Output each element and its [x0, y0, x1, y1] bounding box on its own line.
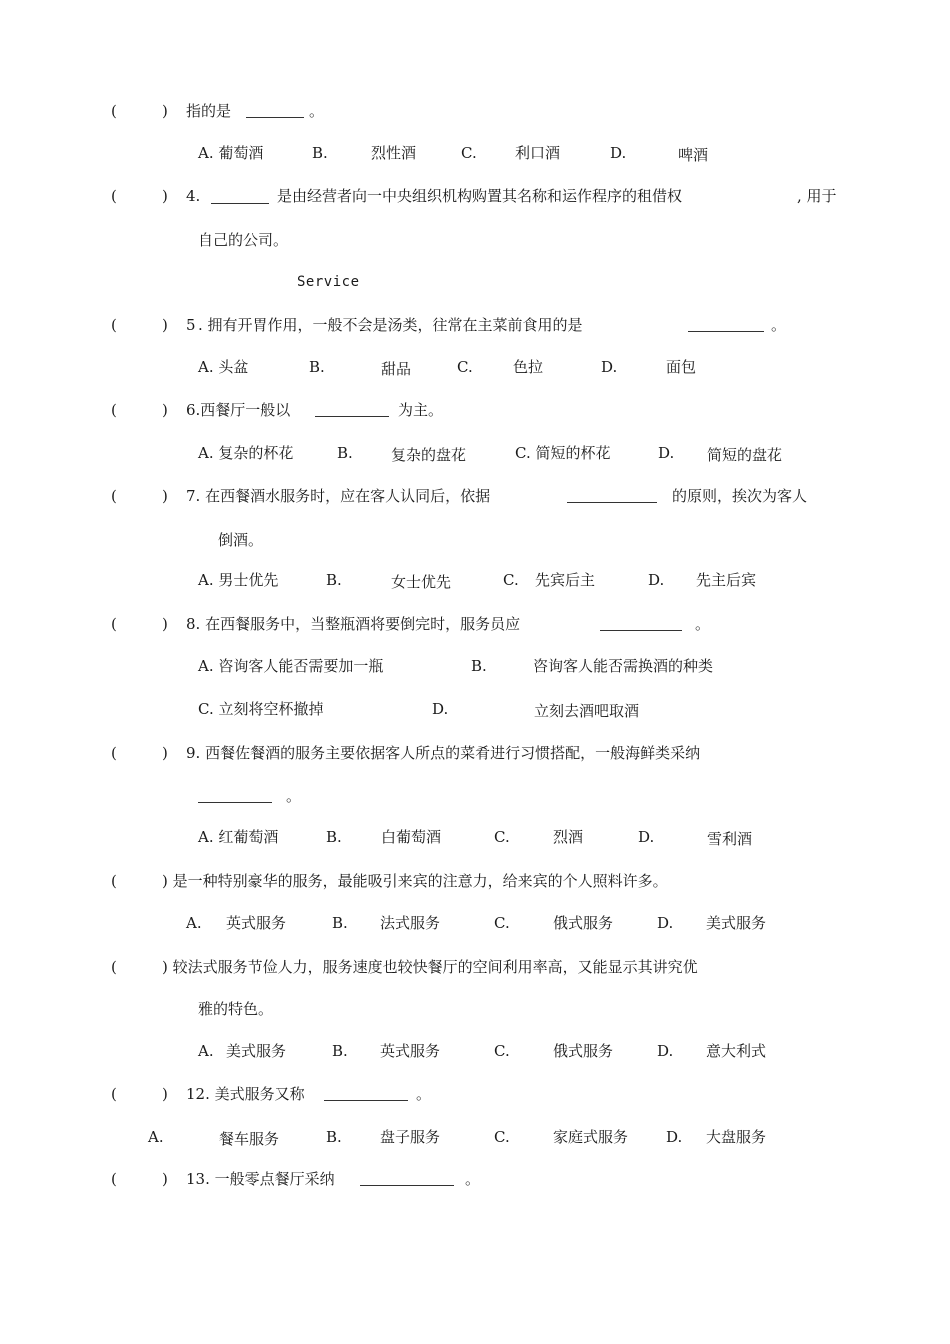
- answer-paren-open: (: [111, 487, 117, 505]
- answer-paren-close: ): [162, 187, 168, 205]
- q9-period: 。: [286, 787, 302, 805]
- answer-blank: [360, 1171, 454, 1186]
- answer-blank: [198, 788, 272, 803]
- answer-blank: [600, 616, 682, 631]
- q12-option-c-letter: C.: [494, 1128, 510, 1146]
- q12-text: 12. 美式服务又称: [186, 1085, 305, 1103]
- service-text: Service: [297, 274, 360, 290]
- answer-paren-close: ): [162, 744, 168, 762]
- q7-option-c-letter: C.: [503, 571, 519, 589]
- q11-option-d: 意大利式: [706, 1042, 767, 1060]
- q7-tail: 的原则，挨次为客人: [672, 487, 808, 505]
- answer-paren-open: (: [111, 744, 117, 762]
- answer-paren-open: (: [111, 102, 117, 120]
- answer-paren-close: ): [162, 401, 168, 419]
- q11-option-b-letter: B.: [332, 1042, 348, 1060]
- q6-option-d-letter: D.: [658, 444, 675, 462]
- q3-period: 。: [309, 102, 325, 120]
- q5-text: . 拥有开胃作用，一般不会是汤类，往常在主菜前食用的是: [198, 316, 583, 334]
- q7-option-b-letter: B.: [326, 571, 342, 589]
- answer-paren-open: (: [111, 401, 117, 419]
- answer-paren-close: ): [162, 316, 168, 334]
- q4-number: 4.: [186, 187, 201, 205]
- q11-option-c-letter: C.: [494, 1042, 510, 1060]
- q11-option-d-letter: D.: [657, 1042, 674, 1060]
- q12-option-c: 家庭式服务: [553, 1128, 629, 1146]
- q8-option-b-letter: B.: [471, 657, 487, 675]
- q10-option-c: 俄式服务: [553, 914, 614, 932]
- q5-option-c: 色拉: [513, 358, 544, 376]
- q8-option-a: A. 咨询客人能否需要加一瓶: [198, 657, 384, 675]
- answer-paren-open: (: [111, 615, 117, 633]
- q4-tail: , 用于: [797, 187, 837, 205]
- answer-paren-open: (: [111, 316, 117, 334]
- q6-text: 6.西餐厅一般以: [186, 401, 291, 419]
- q8-option-c: C. 立刻将空杯撤掉: [198, 700, 324, 718]
- q5-option-c-letter: C.: [457, 358, 473, 376]
- q12-option-d-letter: D.: [666, 1128, 683, 1146]
- answer-paren-open: (: [111, 1085, 117, 1103]
- q8-option-b: 咨询客人能否需换酒的种类: [533, 657, 714, 675]
- q11-option-b: 英式服务: [380, 1042, 441, 1060]
- q3-option-c-letter: C.: [461, 144, 477, 162]
- q5-option-d: 面包: [666, 358, 697, 376]
- answer-paren-open: (: [111, 872, 117, 890]
- q3-option-b-letter: B.: [312, 144, 328, 162]
- q8-option-d-letter: D.: [432, 700, 449, 718]
- q9-text: 9. 西餐佐餐酒的服务主要依据客人所点的菜肴进行习惯搭配，一般海鲜类采纳: [186, 744, 701, 762]
- q3-option-a: A. 葡萄酒: [198, 144, 264, 162]
- q10-option-c-letter: C.: [494, 914, 510, 932]
- q11-text: ) 较法式服务节俭人力，服务速度也较快餐厅的空间利用率高，又能显示其讲究优: [162, 958, 698, 976]
- q13-period: 。: [465, 1170, 481, 1188]
- answer-paren-close: ): [162, 1170, 168, 1188]
- q9-option-b-letter: B.: [326, 828, 342, 846]
- q9-option-b: 白葡萄酒: [381, 828, 442, 846]
- q12-option-d: 大盘服务: [706, 1128, 767, 1146]
- answer-blank: [315, 402, 389, 417]
- q3-option-c: 利口酒: [515, 144, 561, 162]
- answer-paren-close: ): [162, 487, 168, 505]
- q10-option-b: 法式服务: [380, 914, 441, 932]
- q4-continuation: 自己的公司。: [198, 231, 289, 249]
- q10-text: ) 是一种特别豪华的服务，最能吸引来宾的注意力，给来宾的个人照料许多。: [162, 872, 668, 890]
- answer-paren-close: ): [162, 102, 168, 120]
- q12-option-a-letter: A.: [148, 1128, 164, 1146]
- q7-continuation: 倒酒。: [218, 531, 264, 549]
- q7-option-c: 先宾后主: [535, 571, 596, 589]
- answer-blank: [688, 317, 764, 332]
- q9-option-c-letter: C.: [494, 828, 510, 846]
- q8-period: 。: [695, 615, 711, 633]
- q8-option-d: 立刻去酒吧取酒: [534, 702, 640, 720]
- q10-option-a: 英式服务: [226, 914, 287, 932]
- q5-option-b-letter: B.: [309, 358, 325, 376]
- q7-text: 7. 在西餐酒水服务时，应在客人认同后，依据: [186, 487, 491, 505]
- answer-paren-open: (: [111, 1170, 117, 1188]
- q6-option-d: 简短的盘花: [707, 446, 783, 464]
- q12-option-b: 盘子服务: [380, 1128, 441, 1146]
- q11-option-c: 俄式服务: [553, 1042, 614, 1060]
- q4-text: 是由经营者向一中央组织机构购置其名称和运作程序的租借权: [277, 187, 683, 205]
- q6-option-b: 复杂的盘花: [391, 446, 467, 464]
- q8-text: 8. 在西餐服务中，当整瓶酒将要倒完时，服务员应: [186, 615, 521, 633]
- q7-option-b: 女士优先: [391, 573, 452, 591]
- q10-option-b-letter: B.: [332, 914, 348, 932]
- q6-tail: 为主。: [398, 401, 444, 419]
- q6-option-a: A. 复杂的杯花: [198, 444, 294, 462]
- q10-option-d-letter: D.: [657, 914, 674, 932]
- q6-option-b-letter: B.: [337, 444, 353, 462]
- answer-paren-close: ): [162, 615, 168, 633]
- q9-option-d: 雪利酒: [707, 830, 753, 848]
- answer-blank: [246, 103, 304, 118]
- q7-option-d-letter: D.: [648, 571, 665, 589]
- q3-text: 指的是: [186, 102, 232, 120]
- q5-option-b: 甜品: [381, 360, 412, 378]
- q5-number: 5: [186, 316, 196, 334]
- q3-option-b: 烈性酒: [371, 144, 417, 162]
- answer-paren-close: ): [162, 1085, 168, 1103]
- q12-period: 。: [416, 1085, 432, 1103]
- answer-blank: [211, 189, 269, 204]
- q11-option-a: 美式服务: [226, 1042, 287, 1060]
- q12-option-a: 餐车服务: [219, 1130, 280, 1148]
- q3-option-d-letter: D.: [610, 144, 627, 162]
- q10-option-d: 美式服务: [706, 914, 767, 932]
- q9-option-c: 烈酒: [553, 828, 584, 846]
- q13-text: 13. 一般零点餐厅采纳: [186, 1170, 335, 1188]
- q11-option-a-letter: A.: [198, 1042, 214, 1060]
- q5-option-d-letter: D.: [601, 358, 618, 376]
- q11-continuation: 雅的特色。: [198, 1000, 274, 1018]
- answer-blank: [567, 488, 657, 503]
- answer-paren-open: (: [111, 187, 117, 205]
- q6-option-c: C. 简短的杯花: [515, 444, 611, 462]
- answer-blank: [324, 1086, 408, 1101]
- q10-option-a-letter: A.: [186, 914, 202, 932]
- q12-option-b-letter: B.: [326, 1128, 342, 1146]
- q3-option-d: 啤酒: [678, 146, 709, 164]
- q9-option-a: A. 红葡萄酒: [198, 828, 279, 846]
- q5-option-a: A. 头盆: [198, 358, 249, 376]
- answer-paren-open: (: [111, 958, 117, 976]
- q7-option-d: 先主后宾: [696, 571, 757, 589]
- q7-option-a: A. 男士优先: [198, 571, 279, 589]
- q5-period: 。: [771, 316, 787, 334]
- q9-option-d-letter: D.: [638, 828, 655, 846]
